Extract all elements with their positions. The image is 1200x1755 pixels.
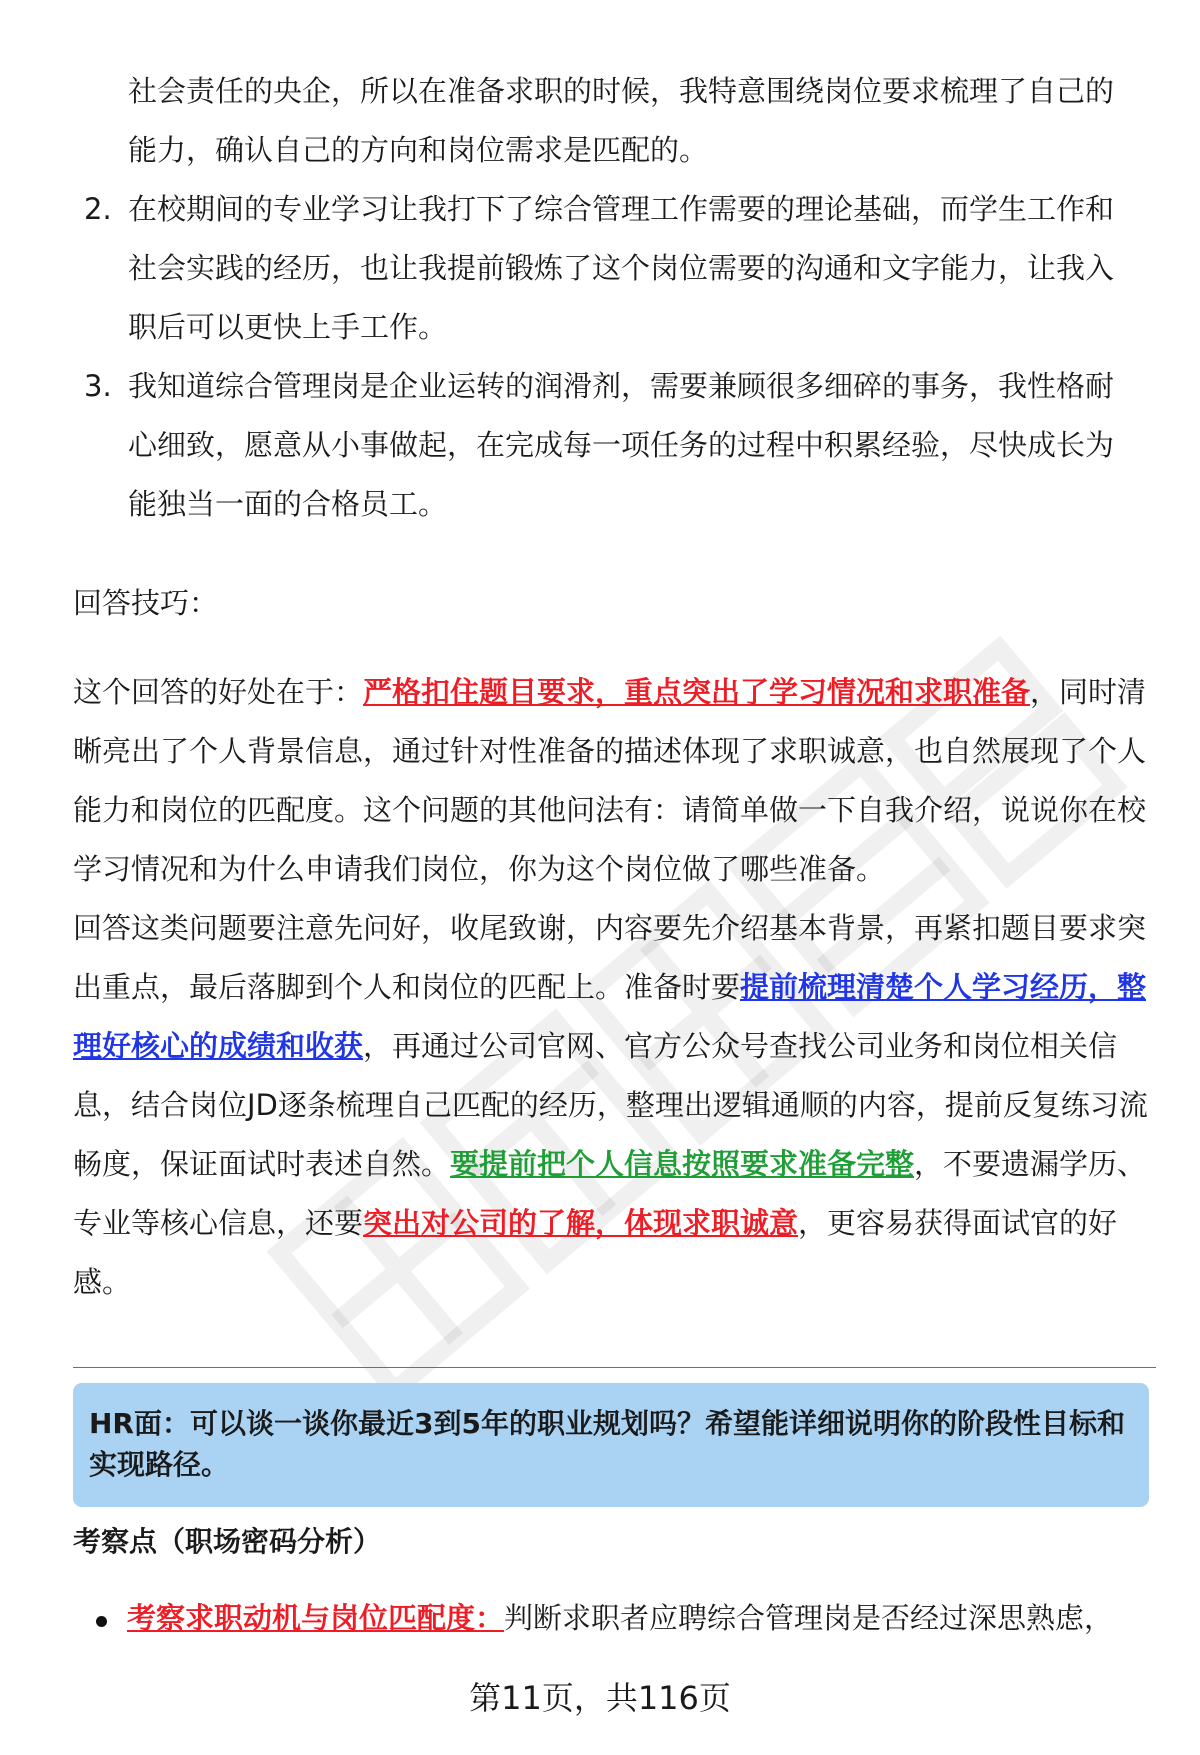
bullet-dot-icon xyxy=(96,1616,107,1627)
answer-list xyxy=(0,62,1200,534)
tips-text: 回答这类问题要注意先问好，收尾致谢，内容要先介绍基本背景，再紧扣题目要求突出重点，最后落脚到个人和岗位的匹配上。准备时要 xyxy=(73,911,1147,1004)
tips-text: ，更容易获得面试官的好感。 xyxy=(73,1206,1118,1299)
question-text: HR面：可以谈一谈你最近3到5年的职业规划吗？希望能详细说明你的阶段性目标和实现路径。 xyxy=(89,1407,1125,1481)
question-box xyxy=(73,1383,1149,1507)
list-item-text: 在校期间的专业学习让我打下了综合管理工作需要的理论基础，而学生工作和社会实践的经历，也让我提前锻炼了这个岗位需要的沟通和文字能力，让我入职后可以更快上手工作。 xyxy=(128,192,1115,344)
section-title: 考察点（职场密码分析） xyxy=(73,1525,382,1558)
page-footer: 第11页，共116页 xyxy=(469,1679,731,1717)
list-item xyxy=(0,180,1140,357)
tips-text: 这个回答的好处在于： xyxy=(73,675,364,709)
list-item xyxy=(0,357,1140,534)
list-item-text: 社会责任的央企，所以在准备求职的时候，我特意围绕岗位要求梳理了自己的能力，确认自己的方向和岗位需求是匹配的。 xyxy=(128,74,1115,167)
highlight-blue: 提前梳理清楚个人学习经历，整理好核心的成绩和收获 xyxy=(73,970,1147,1063)
highlight-red: 严格扣住题目要求，重点突出了学习情况和求职准备 xyxy=(363,675,1031,709)
tips-label: 回答技巧： xyxy=(73,586,219,620)
bullet-text: 判断求职者应聘综合管理岗是否经过深思熟虑， xyxy=(504,1601,1114,1635)
highlight-green: 要提前把个人信息按照要求准备完整 xyxy=(450,1147,915,1181)
tips-text: ，不要遗漏学历、专业等核心信息，还要 xyxy=(73,1147,1147,1240)
highlight-red: 突出对公司的了解，体现求职诚意 xyxy=(363,1206,799,1240)
list-item xyxy=(0,62,1140,180)
tips-text: ，同时清晰亮出了个人背景信息，通过针对性准备的描述体现了求职诚意，也自然展现了个人能力和岗位的匹配度。这个问题的其他问法有：请简单做一下自我介绍，说说你在校学习情况和为什么申请我们岗位，你为这个岗位做了哪些准备。 xyxy=(73,675,1147,886)
list-item-number: 2. xyxy=(84,192,112,226)
divider xyxy=(73,1367,1156,1368)
list-item-text: 我知道综合管理岗是企业运转的润滑剂，需要兼顾很多细碎的事务，我性格耐心细致，愿意从小事做起，在完成每一项任务的过程中积累经验，尽快成长为能独当一面的合格员工。 xyxy=(128,369,1115,521)
tips-text: ，再通过公司官网、官方公众号查找公司业务和岗位相关信息，结合岗位JD逐条梳理自己匹配的经历，整理出逻辑通顺的内容，提前反复练习流畅度，保证面试时表述自然。 xyxy=(73,1029,1148,1181)
tips-paragraph-1 xyxy=(73,663,1153,899)
tips-paragraph-2 xyxy=(73,899,1153,1312)
list-item-number: 3. xyxy=(84,369,112,403)
highlight-red: 考察求职动机与岗位匹配度： xyxy=(127,1601,505,1635)
